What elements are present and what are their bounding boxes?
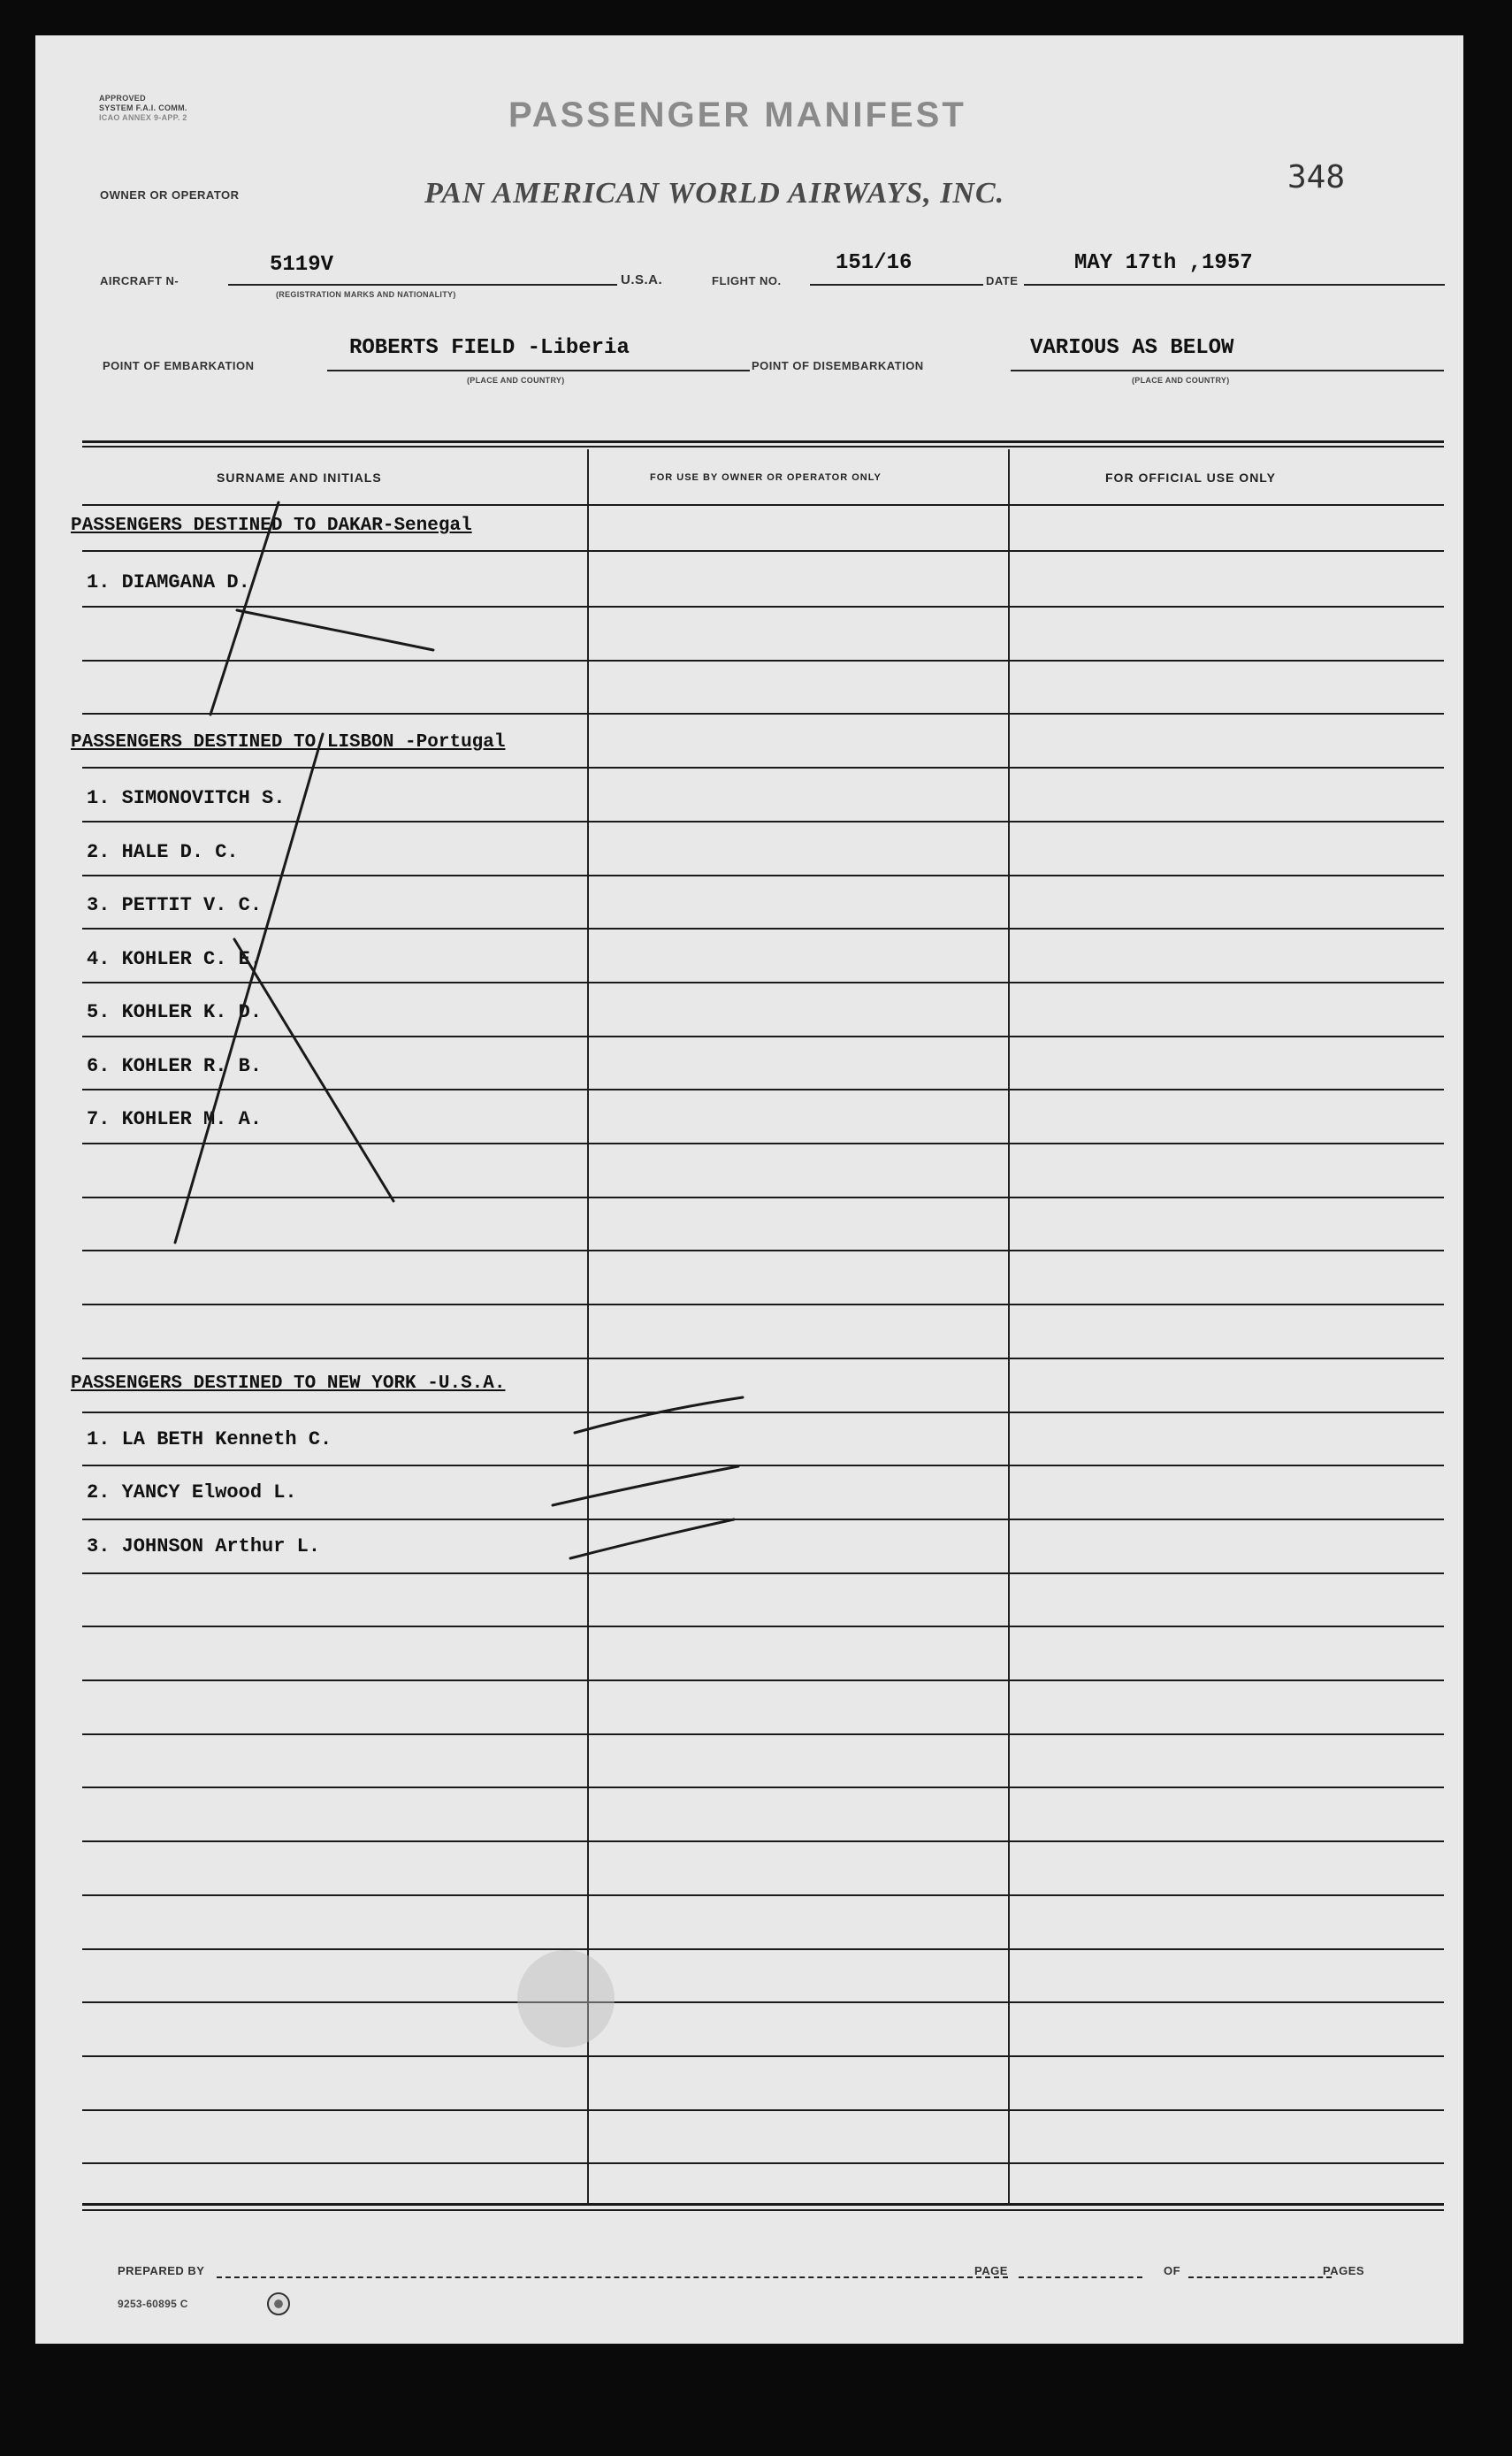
row-rule — [82, 1412, 1444, 1413]
passenger-row: 3. JOHNSON Arthur L. — [87, 1535, 321, 1557]
owner-value: PAN AMERICAN WORLD AIRWAYS, INC. — [424, 177, 1005, 210]
passenger-row: 2. HALE D. C. — [87, 841, 239, 863]
usa-label: U.S.A. — [621, 272, 663, 287]
row-rule — [82, 1840, 1444, 1842]
cancel-marks — [35, 35, 1463, 2344]
passenger-row: 6. KOHLER R. B. — [87, 1055, 263, 1077]
passenger-row: 3. PETTIT V. C. — [87, 894, 263, 916]
disembark-label: POINT OF DISEMBARKATION — [752, 359, 924, 372]
aircraft-label: AIRCRAFT N- — [100, 274, 179, 287]
disembark-value: VARIOUS AS BELOW — [1030, 336, 1234, 360]
row-rule — [82, 1572, 1444, 1574]
passenger-row: 1. SIMONOVITCH S. — [87, 787, 286, 809]
passenger-row: 2. YANCY Elwood L. — [87, 1481, 297, 1503]
passenger-row: 1. DIAMGANA D. — [87, 571, 250, 593]
row-rule — [82, 982, 1444, 983]
aircraft-line — [228, 284, 617, 286]
passenger-row: 7. KOHLER M. A. — [87, 1108, 263, 1130]
approval-line-3: ICAO ANNEX 9-APP. 2 — [99, 113, 187, 122]
manifest-sheet — [35, 35, 1463, 2344]
header-rule-top — [82, 440, 1444, 443]
row-rule — [82, 1679, 1444, 1681]
newyork-strike-3 — [570, 1519, 734, 1558]
embark-sub: (PLACE AND COUNTRY) — [467, 376, 565, 385]
prepared-by-line — [217, 2276, 1008, 2278]
union-label-icon — [267, 2292, 290, 2315]
group-heading-lisbon: PASSENGERS DESTINED TO LISBON -Portugal — [71, 732, 506, 753]
approval-line-1: APPROVED — [99, 94, 146, 103]
row-rule — [82, 550, 1444, 552]
row-rule — [82, 1733, 1444, 1735]
row-rule — [82, 1787, 1444, 1788]
aircraft-sub: (REGISTRATION MARKS AND NATIONALITY) — [276, 290, 456, 299]
row-rule — [82, 821, 1444, 822]
row-rule — [82, 606, 1444, 608]
owner-label: OWNER OR OPERATOR — [100, 188, 240, 202]
approval-line-2: SYSTEM F.A.I. COMM. — [99, 103, 187, 112]
page-number: 348 — [1287, 159, 1346, 195]
row-rule — [82, 1948, 1444, 1950]
ink-smudge — [517, 1950, 615, 2047]
embark-label: POINT OF EMBARKATION — [103, 359, 255, 372]
column-header-owner: FOR USE BY OWNER OR OPERATOR ONLY — [650, 472, 882, 483]
row-rule — [82, 1143, 1444, 1144]
row-rule — [82, 1626, 1444, 1627]
row-rule — [82, 1250, 1444, 1251]
row-rule — [82, 713, 1444, 715]
disembark-sub: (PLACE AND COUNTRY) — [1132, 376, 1230, 385]
group-heading-dakar: PASSENGERS DESTINED TO DAKAR-Senegal — [71, 516, 472, 536]
row-rule — [82, 928, 1444, 930]
newyork-strike-2 — [553, 1466, 738, 1505]
row-rule — [82, 2162, 1444, 2164]
row-rule — [82, 875, 1444, 876]
row-rule — [82, 1358, 1444, 1359]
row-rule — [82, 660, 1444, 662]
newyork-strike-1 — [575, 1397, 743, 1433]
prepared-by-label: PREPARED BY — [118, 2264, 205, 2277]
passenger-row: 4. KOHLER C. E. — [87, 948, 263, 970]
row-rule — [82, 2055, 1444, 2057]
row-rule — [82, 767, 1444, 769]
row-rule — [82, 1304, 1444, 1305]
dakar-strike-2 — [237, 610, 433, 650]
passenger-row: 1. LA BETH Kenneth C. — [87, 1428, 332, 1450]
pages-label: PAGES — [1323, 2264, 1365, 2277]
lisbon-strike-1 — [175, 734, 323, 1243]
date-label: DATE — [986, 274, 1019, 287]
embark-value: ROBERTS FIELD -Liberia — [349, 336, 630, 360]
of-line — [1188, 2276, 1332, 2278]
flight-label: FLIGHT NO. — [712, 274, 782, 287]
date-value: MAY 17th ,1957 — [1074, 251, 1253, 275]
flight-line — [810, 284, 983, 286]
bottom-rule-bottom — [82, 2209, 1444, 2211]
row-rule — [82, 1894, 1444, 1896]
disembark-line — [1011, 370, 1444, 371]
row-rule — [82, 504, 1444, 506]
header-rule-bottom — [82, 446, 1444, 448]
form-title: PASSENGER MANIFEST — [508, 96, 966, 134]
row-rule — [82, 2001, 1444, 2003]
row-rule — [82, 1089, 1444, 1090]
row-rule — [82, 1036, 1444, 1037]
page-line — [1019, 2276, 1142, 2278]
row-rule — [82, 1197, 1444, 1198]
column-header-surname: SURNAME AND INITIALS — [217, 471, 382, 485]
aircraft-value: 5119V — [270, 253, 334, 277]
row-rule — [82, 1519, 1444, 1520]
of-label: OF — [1164, 2264, 1181, 2277]
group-heading-new-york: PASSENGERS DESTINED TO NEW YORK -U.S.A. — [71, 1373, 506, 1394]
form-number: 9253-60895 C — [118, 2298, 188, 2310]
page-label: PAGE — [974, 2264, 1008, 2277]
passenger-row: 5. KOHLER K. D. — [87, 1001, 263, 1023]
row-rule — [82, 1465, 1444, 1466]
flight-value: 151/16 — [836, 251, 913, 275]
column-header-official: FOR OFFICIAL USE ONLY — [1105, 471, 1276, 485]
bottom-rule-top — [82, 2203, 1444, 2206]
date-line — [1024, 284, 1445, 286]
embark-line — [327, 370, 750, 371]
row-rule — [82, 2109, 1444, 2111]
